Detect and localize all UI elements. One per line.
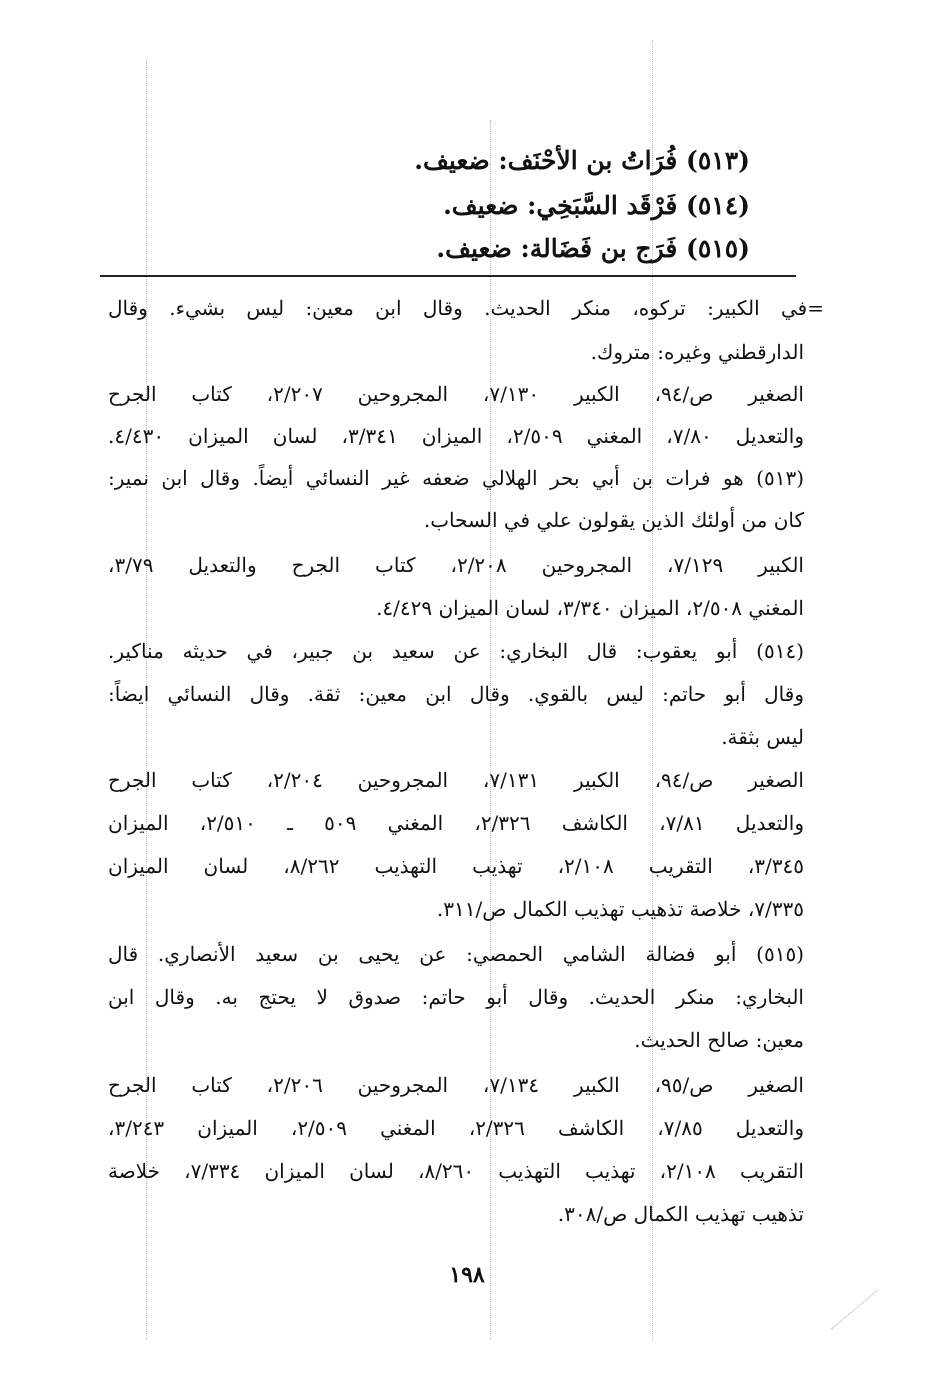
footnote-line: وقال أبو حاتم: ليس بالقوي. وقال ابن معين: ثقة. وقال النسائي ايضاً: bbox=[108, 682, 804, 706]
footnote-line: والتعديل ٧/٨١، الكاشف ٢/٣٢٦، المغني ٥٠٩ ـ ٢/٥١٠، الميزان bbox=[108, 811, 805, 835]
footnote-separator bbox=[100, 275, 796, 277]
footnote-line: معين: صالح الحديث. bbox=[634, 1028, 804, 1052]
footnote-line: المغني ٢/٥٠٨، الميزان ٣/٣٤٠، لسان الميزان ٤/٤٢٩. bbox=[376, 596, 804, 620]
footnote-line: والتعديل ٧/٨٥، الكاشف ٢/٣٢٦، المغني ٢/٥٠٩، الميزان ٣/٢٤٣، bbox=[108, 1116, 804, 1140]
footnote-line: التقريب ٢/١٠٨، تهذيب التهذيب ٨/٢٦٠، لسان الميزان ٧/٣٣٤، خلاصة bbox=[108, 1159, 804, 1183]
footnote-line: =في الكبير: تركوه، منكر الحديث. وقال ابن معين: ليس بشيء. وقال bbox=[108, 296, 824, 320]
footnote-line: ليس بثقة. bbox=[721, 725, 804, 749]
scan-artifact-mark bbox=[831, 1290, 916, 1375]
entry-515: (٥١٥) فَرَج بن فَضَالة: ضعيف. bbox=[436, 234, 750, 263]
footnote-line: كان من أولئك الذين يقولون علي في السحاب. bbox=[423, 508, 804, 532]
footnote-line: الكبير ٧/١٢٩، المجروحين ٢/٢٠٨، كتاب الجرح والتعديل ٣/٧٩، bbox=[108, 553, 804, 577]
footnote-line: ٣/٣٤٥، التقريب ٢/١٠٨، تهذيب التهذيب ٨/٢٦٢، لسان الميزان bbox=[108, 854, 805, 878]
footnote-line: والتعديل ٧/٨٠، المغني ٢/٥٠٩، الميزان ٣/٣٤١، لسان الميزان ٤/٤٣٠. bbox=[108, 424, 804, 448]
footnote-line: (٥١٥) أبو فضالة الشامي الحمصي: عن يحيى بن سعيد الأنصاري. قال bbox=[108, 942, 804, 966]
footnote-line: ٧/٣٣٥، خلاصة تذهيب تهذيب الكمال ص/٣١١. bbox=[436, 897, 804, 921]
footnote-line: الصغير ص/٩٤، الكبير ٧/١٣١، المجروحين ٢/٢٠٤، كتاب الجرح bbox=[108, 768, 804, 792]
footnote-line: (٥١٤) أبو يعقوب: قال البخاري: عن سعيد بن جبير، في حديثه مناكير. bbox=[108, 639, 804, 663]
footnote-line: البخاري: منكر الحديث. وقال أبو حاتم: صدوق لا يحتج به. وقال ابن bbox=[108, 985, 804, 1009]
footnote-line: الصغير ص/٩٤، الكبير ٧/١٣٠، المجروحين ٢/٢٠٧، كتاب الجرح bbox=[108, 382, 804, 406]
entry-513: (٥١٣) فُرَاتُ بن الأحْنَف: ضعيف. bbox=[414, 146, 750, 175]
footnote-line: (٥١٣) هو فرات بن أبي بحر الهلالي ضعفه غير النسائي أيضاً. وقال ابن نمير: bbox=[108, 466, 805, 490]
footnote-line: تذهيب تهذيب الكمال ص/٣٠٨. bbox=[557, 1202, 804, 1226]
page-number: ١٩٨ bbox=[449, 1262, 485, 1288]
footnote-line: الصغير ص/٩٥، الكبير ٧/١٣٤، المجروحين ٢/٢٠٦، كتاب الجرح bbox=[108, 1073, 804, 1097]
footnote-line: الدارقطني وغيره: متروك. bbox=[590, 340, 804, 364]
entry-514: (٥١٤) فَرْقَد السَّبَخِي: ضعيف. bbox=[443, 191, 750, 220]
